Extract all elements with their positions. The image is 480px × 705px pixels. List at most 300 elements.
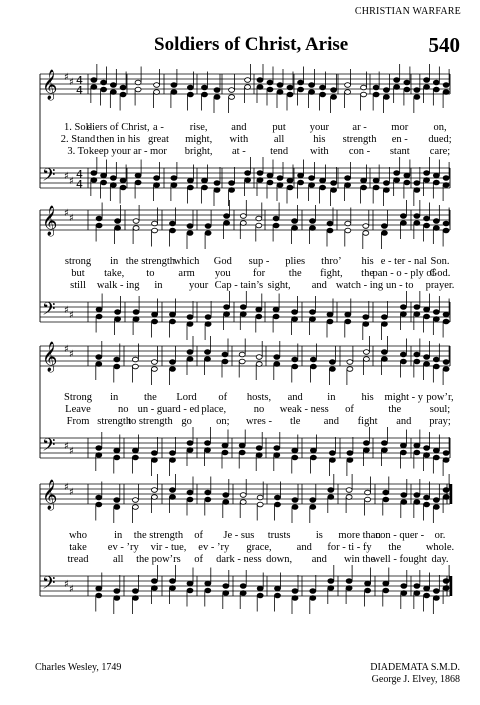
notehead [363, 357, 369, 362]
notehead [404, 80, 410, 85]
notehead [381, 322, 387, 327]
lyric-syllable: 2. Stand [60, 134, 96, 145]
notehead [310, 455, 316, 460]
notehead [205, 224, 211, 229]
notehead [320, 185, 326, 190]
notehead [361, 185, 367, 190]
lyric-syllable: tle [289, 416, 301, 427]
lyric-syllable: all [112, 554, 124, 565]
lyric-syllable: Strong [63, 392, 93, 403]
notehead [433, 498, 439, 503]
lyric-syllable: in [154, 280, 163, 291]
notehead [443, 312, 449, 317]
notehead [363, 224, 369, 229]
notehead [222, 450, 228, 455]
notehead [347, 367, 353, 372]
notehead [424, 78, 430, 83]
notehead [275, 586, 281, 591]
notehead [292, 498, 298, 503]
notehead [256, 446, 262, 451]
notehead [292, 219, 298, 224]
notehead [205, 322, 211, 327]
treble-clef-icon: 𝄞 [42, 342, 58, 372]
lyric-syllable: and [396, 416, 412, 427]
lyric-syllable: From [66, 416, 90, 427]
notehead [170, 367, 176, 372]
notehead [274, 355, 280, 360]
sharp-icon: ♯ [64, 441, 69, 452]
notehead [277, 176, 283, 181]
notehead [240, 305, 246, 310]
notehead [424, 355, 430, 360]
notehead [327, 319, 333, 324]
notehead [400, 221, 406, 226]
notehead [91, 85, 97, 90]
notehead [229, 95, 235, 100]
notehead [170, 312, 176, 317]
notehead [202, 178, 208, 183]
notehead [345, 228, 351, 233]
notehead [132, 357, 138, 362]
lyric-syllable: who [68, 530, 88, 541]
notehead [433, 173, 439, 178]
notehead [187, 581, 193, 586]
notehead [245, 178, 251, 183]
lyric-syllable: more than [338, 530, 381, 541]
notehead [443, 586, 449, 591]
notehead [331, 88, 337, 93]
lyric-syllable: and [231, 122, 247, 133]
notehead [373, 185, 379, 190]
lyric-syllable: thro’ [321, 256, 342, 267]
notehead [381, 315, 387, 320]
notehead [346, 579, 352, 584]
notehead [223, 493, 229, 498]
notehead [373, 92, 379, 97]
lyric-syllable: day. [431, 554, 449, 565]
notehead [152, 221, 158, 226]
notehead [347, 360, 353, 365]
notehead [329, 458, 335, 463]
notehead [132, 589, 138, 594]
hymn-number: 540 [428, 33, 460, 57]
notehead [257, 502, 263, 507]
lyric-syllable: e - ter - nal [380, 256, 427, 267]
notehead [365, 581, 371, 586]
notehead [361, 85, 367, 90]
notehead [114, 455, 120, 460]
lyric-syllable: win the [343, 554, 376, 565]
notehead [381, 357, 387, 362]
notehead [424, 586, 430, 591]
notehead [345, 312, 351, 317]
notehead [101, 173, 107, 178]
lyric-syllable: con - quer - [375, 530, 425, 541]
lyric-syllable: put [272, 122, 286, 133]
notehead [404, 87, 410, 92]
notehead [170, 221, 176, 226]
notehead [292, 505, 298, 510]
notehead [222, 352, 228, 357]
hymn-title: Soldiers of Christ, Arise [154, 34, 349, 55]
notehead [394, 171, 400, 176]
notehead [120, 92, 126, 97]
lyric-syllable: sight, [267, 280, 291, 291]
notehead [267, 173, 273, 178]
lyric-syllable: then in his [96, 134, 141, 145]
lyric-syllable: might, [185, 134, 213, 145]
lyric-syllable: of [194, 530, 204, 541]
notehead [273, 314, 279, 319]
lyric-verse-3 [0, 146, 480, 158]
notehead [187, 315, 193, 320]
notehead [443, 90, 449, 95]
lyric-syllable: pray; [429, 416, 451, 427]
notehead [245, 171, 251, 176]
lyric-syllable: the [388, 542, 402, 553]
tune-credit [370, 662, 460, 686]
notehead [205, 448, 211, 453]
lyric-verse-1 [0, 122, 480, 134]
notehead [223, 591, 229, 596]
sharp-icon: ♯ [64, 171, 69, 182]
notehead [363, 448, 369, 453]
notehead [401, 591, 407, 596]
lyric-syllable: of [194, 554, 204, 565]
author-credit: Charles Wesley, 1749 [35, 662, 122, 673]
notehead [310, 219, 316, 224]
notehead [424, 307, 430, 312]
notehead [91, 78, 97, 83]
notehead [205, 497, 211, 502]
sharp-icon: ♯ [69, 487, 74, 498]
notehead [310, 317, 316, 322]
lyric-syllable: whole. [425, 542, 455, 553]
notehead [363, 441, 369, 446]
notehead [205, 441, 211, 446]
notehead [239, 443, 245, 448]
notehead [433, 80, 439, 85]
notehead [287, 178, 293, 183]
notehead [187, 322, 193, 327]
lyric-syllable: the [388, 404, 402, 415]
sharp-icon: ♯ [69, 349, 74, 360]
notehead [205, 581, 211, 586]
notehead [135, 173, 141, 178]
notehead [135, 87, 141, 92]
notehead [394, 178, 400, 183]
notehead [245, 85, 251, 90]
notehead [414, 352, 420, 357]
lyric-syllable: you [214, 268, 231, 279]
notehead [433, 589, 439, 594]
notehead [383, 588, 389, 593]
section-label: CHRISTIAN WARFARE [354, 6, 461, 17]
notehead [414, 312, 420, 317]
notehead [187, 178, 193, 183]
notehead [114, 357, 120, 362]
lyric-verse-2 [0, 134, 480, 146]
notehead [383, 188, 389, 193]
notehead [383, 490, 389, 495]
lyric-syllable: Je - sus [223, 530, 255, 541]
notehead [345, 319, 351, 324]
lyric-syllable: walk - ing [96, 280, 140, 291]
lyric-syllable: the [288, 268, 302, 279]
notehead [443, 83, 449, 88]
notehead [424, 453, 430, 458]
notehead [240, 221, 246, 226]
lyric-syllable: care; [429, 146, 451, 157]
notehead [277, 90, 283, 95]
notehead [257, 495, 263, 500]
notehead [292, 455, 298, 460]
notehead [239, 352, 245, 357]
lyric-syllable: take, [104, 268, 125, 279]
notehead [433, 219, 439, 224]
notehead [400, 352, 406, 357]
notehead [256, 216, 262, 221]
notehead [292, 317, 298, 322]
notehead [414, 359, 420, 364]
notehead [132, 498, 138, 503]
lyric-syllable: might - y [384, 392, 424, 403]
notehead [328, 586, 334, 591]
notehead [170, 451, 176, 456]
notehead [110, 183, 116, 188]
notehead [267, 180, 273, 185]
lyric-syllable: God [213, 256, 232, 267]
notehead [381, 350, 387, 355]
sharp-icon: ♯ [69, 77, 74, 88]
notehead [292, 596, 298, 601]
notehead [256, 362, 262, 367]
lyric-syllable: en - [391, 134, 408, 145]
lyric-syllable: the strength [133, 530, 184, 541]
notehead [257, 593, 263, 598]
bass-clef-icon: 𝄢 [42, 435, 56, 459]
notehead [400, 214, 406, 219]
notehead [267, 80, 273, 85]
notehead [245, 78, 251, 83]
notehead [443, 221, 449, 226]
lyric-syllable: for [252, 268, 266, 279]
notehead [298, 87, 304, 92]
notehead [187, 85, 193, 90]
notehead [133, 226, 139, 231]
notehead [345, 83, 351, 88]
notehead [414, 591, 420, 596]
notehead [433, 448, 439, 453]
notehead [154, 83, 160, 88]
lyric-syllable: well - fought [372, 554, 427, 565]
lyric-syllable: at - [232, 146, 246, 157]
notehead [424, 502, 430, 507]
notehead [414, 181, 420, 186]
notehead [394, 85, 400, 90]
lyric-syllable: and [296, 542, 312, 553]
notehead [120, 178, 126, 183]
notehead [257, 178, 263, 183]
notehead [414, 493, 420, 498]
notehead [240, 591, 246, 596]
notehead [205, 315, 211, 320]
lyric-syllable: strong [64, 256, 92, 267]
treble-clef-icon: 𝄞 [42, 206, 58, 236]
notehead [443, 183, 449, 188]
notehead [373, 85, 379, 90]
lyric-verse-2 [0, 404, 480, 416]
notehead [154, 183, 160, 188]
notehead [424, 314, 430, 319]
notehead [414, 584, 420, 589]
notehead [401, 493, 407, 498]
notehead [224, 305, 230, 310]
notehead [120, 85, 126, 90]
notehead [151, 458, 157, 463]
lyric-syllable: in [327, 392, 336, 403]
notehead [273, 307, 279, 312]
lyric-syllable: to strength [128, 416, 173, 427]
notehead [187, 224, 193, 229]
lyric-syllable: all [273, 134, 285, 145]
lyric-syllable: diers of Christ, [86, 122, 150, 133]
notehead [363, 350, 369, 355]
bass-clef-icon: 𝄢 [42, 573, 56, 597]
notehead [222, 359, 228, 364]
notehead [327, 312, 333, 317]
lyric-syllable: bright, [184, 146, 213, 157]
notehead [256, 355, 262, 360]
notehead [331, 188, 337, 193]
notehead [110, 83, 116, 88]
sharp-icon: ♯ [69, 584, 74, 595]
lyric-syllable: ar - [352, 122, 367, 133]
notehead [120, 185, 126, 190]
time-signature: 4 [76, 74, 83, 87]
lyric-syllable: or. [434, 530, 446, 541]
lyric-syllable: mor [391, 122, 409, 133]
notehead [240, 493, 246, 498]
notehead [187, 497, 193, 502]
lyric-syllable: con - [348, 146, 371, 157]
notehead [151, 488, 157, 493]
notehead [96, 216, 102, 221]
notehead [327, 228, 333, 233]
notehead [424, 85, 430, 90]
notehead [114, 498, 120, 503]
composer-credit: George J. Elvey, 1868 [371, 674, 460, 685]
notehead [202, 185, 208, 190]
notehead [240, 214, 246, 219]
notehead [151, 586, 157, 591]
notehead [433, 357, 439, 362]
notehead [310, 310, 316, 315]
lyric-syllable: your [189, 280, 209, 291]
notehead [292, 364, 298, 369]
notehead [171, 176, 177, 181]
notehead [365, 588, 371, 593]
notehead [205, 357, 211, 362]
notehead [383, 95, 389, 100]
notehead [91, 171, 97, 176]
notehead [133, 317, 139, 322]
notehead [433, 317, 439, 322]
lyric-syllable: no [118, 404, 129, 415]
notehead [214, 181, 220, 186]
lyric-syllable: place, [201, 404, 227, 415]
lyric-syllable: Cap - tain’s [214, 280, 264, 291]
notehead [433, 226, 439, 231]
notehead [424, 171, 430, 176]
time-signature: 4 [76, 84, 83, 97]
tune-name: DIADEMATA S.M.D. [370, 662, 460, 673]
notehead [329, 367, 335, 372]
notehead [363, 315, 369, 320]
notehead [400, 312, 406, 317]
notehead [133, 310, 139, 315]
notehead [96, 495, 102, 500]
notehead [214, 88, 220, 93]
notehead [275, 502, 281, 507]
notehead [320, 178, 326, 183]
lyric-syllable: in [110, 256, 119, 267]
notehead [443, 579, 449, 584]
notehead [170, 228, 176, 233]
notehead [187, 448, 193, 453]
lyric-syllable: fight, [320, 268, 343, 279]
notehead [292, 310, 298, 315]
notehead [133, 219, 139, 224]
notehead [101, 180, 107, 185]
sharp-icon: ♯ [64, 344, 69, 355]
lyric-syllable: down, [266, 554, 293, 565]
lyric-syllable: on, [433, 122, 447, 133]
sharp-icon: ♯ [64, 579, 69, 590]
notehead [287, 92, 293, 97]
notehead [96, 446, 102, 451]
lyric-syllable: rise, [189, 122, 208, 133]
notehead [381, 224, 387, 229]
lyric-syllable: 3. To [67, 146, 89, 157]
lyric-verse-2 [0, 268, 480, 280]
notehead [91, 178, 97, 183]
lyric-verse-1 [0, 530, 480, 542]
notehead [170, 579, 176, 584]
notehead [320, 85, 326, 90]
notehead [277, 83, 283, 88]
notehead [115, 317, 121, 322]
notehead [275, 495, 281, 500]
notehead [114, 589, 120, 594]
treble-clef-icon: 𝄞 [42, 70, 58, 100]
notehead [310, 505, 316, 510]
notehead [287, 185, 293, 190]
notehead [292, 357, 298, 362]
notehead [115, 310, 121, 315]
notehead [414, 214, 420, 219]
notehead [274, 446, 280, 451]
notehead [187, 357, 193, 362]
sharp-icon: ♯ [69, 213, 74, 224]
notehead [114, 448, 120, 453]
notehead [170, 360, 176, 365]
notehead [239, 450, 245, 455]
notehead [424, 446, 430, 451]
notehead [257, 78, 263, 83]
notehead [320, 92, 326, 97]
lyric-syllable: strength [97, 416, 132, 427]
